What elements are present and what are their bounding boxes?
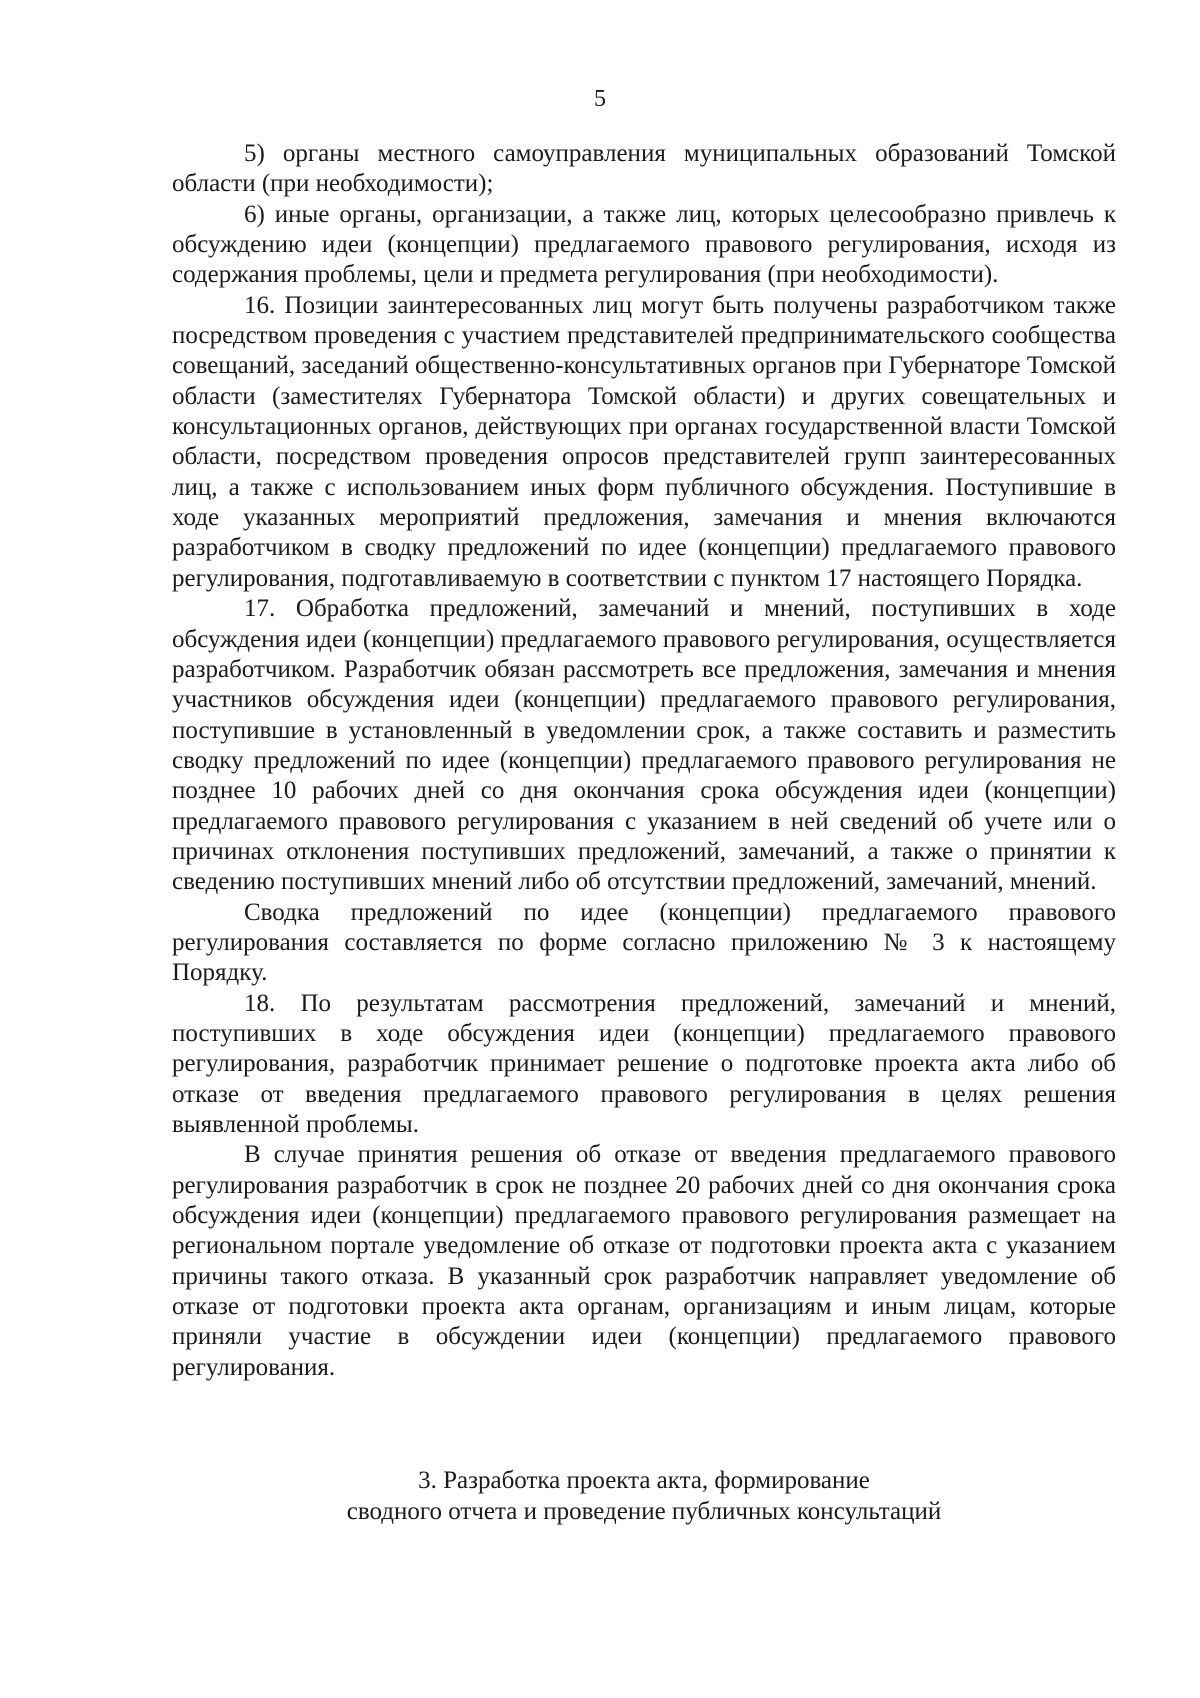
paragraph-item-5: 5) органы местного самоуправления муниципальных образований Томской области (при необходимости); — [172, 140, 1116, 198]
document-body — [172, 139, 1116, 1383]
section-heading-line-2: сводного отчета и проведение публичных консультаций — [346, 1498, 942, 1525]
section-heading-line-1: 3. Разработка проекта акта, формирование — [418, 1467, 870, 1494]
paragraph-clause-18: 18. По результатам рассмотрения предложений, замечаний и мнений, поступивших в ходе обсуждения идеи (концепции) предлагаемого правового регулирования, разработчик принимает решение о подготовке проекта акта либо об отказе от введения предлагаемого правового регулирования в целях решения выявленной проблемы. — [172, 989, 1116, 1138]
paragraph-clause-16: 16. Позиции заинтересованных лиц могут быть получены разработчиком также посредством проведения с участием представителей предпринимательского сообщества совещаний, заседаний общественно-консультативных органов при Губернаторе Томской области (заместителях Губернатора Томской области) и других совещательных и консультационных органов, действующих при органах государственной власти Томской области, посредством проведения опросов представителей групп заинтересованных лиц, а также с использованием иных форм публичного обсуждения. Поступившие в ходе указанных мероприятий предложения, замечания и мнения включаются разработчиком в сводку предложений по идее (концепции) предлагаемого правового регулирования, подготавливаемую в соответствии с пунктом 17 настоящего Порядка. — [172, 291, 1116, 592]
paragraph-clause-17: 17. Обработка предложений, замечаний и мнений, поступивших в ходе обсуждения идеи (концепции) предлагаемого правового регулирования, осуществляется разработчиком. Разработчик обязан рассмотреть все предложения, замечания и мнения участников обсуждения идеи (концепции) предлагаемого правового регулирования, поступившие в установленный в уведомлении срок, а также составить и разместить сводку предложений по идее (концепции) предлагаемого правового регулирования не позднее 10 рабочих дней со дня окончания срока обсуждения идеи (концепции) предлагаемого правового регулирования с указанием в ней сведений об учете или о причинах отклонения поступивших предложений, замечаний, а также о принятии к сведению поступивших мнений либо об отсутствии предложений, замечаний, мнений. — [172, 595, 1116, 896]
section-heading — [172, 1465, 1116, 1527]
paragraph-item-6: 6) иные органы, организации, а также лиц, которых целесообразно привлечь к обсуждению идеи (концепции) предлагаемого правового регулирования, исходя из содержания проблемы, цели и предмета регулирования (при необходимости). — [172, 200, 1116, 289]
paragraph-refusal-case: В случае принятия решения об отказе от введения предлагаемого правового регулирования разработчик в срок не позднее 20 рабочих дней со дня окончания срока обсуждения идеи (концепции) предлагаемого правового регулирования размещает на региональном портале уведомление об отказе от подготовки проекта акта с указанием причины такого отказа. В указанный срок разработчик направляет уведомление об отказе от подготовки проекта акта органам, организациям и иным лицам, которые приняли участие в обсуждении идеи (концепции) предлагаемого правового регулирования. — [172, 1141, 1116, 1381]
paragraph-summary-form: Сводка предложений по идее (концепции) предлагаемого правового регулирования составляется по форме согласно приложению № 3 к настоящему Порядку. — [172, 898, 1116, 987]
page-number: 5 — [594, 86, 606, 112]
